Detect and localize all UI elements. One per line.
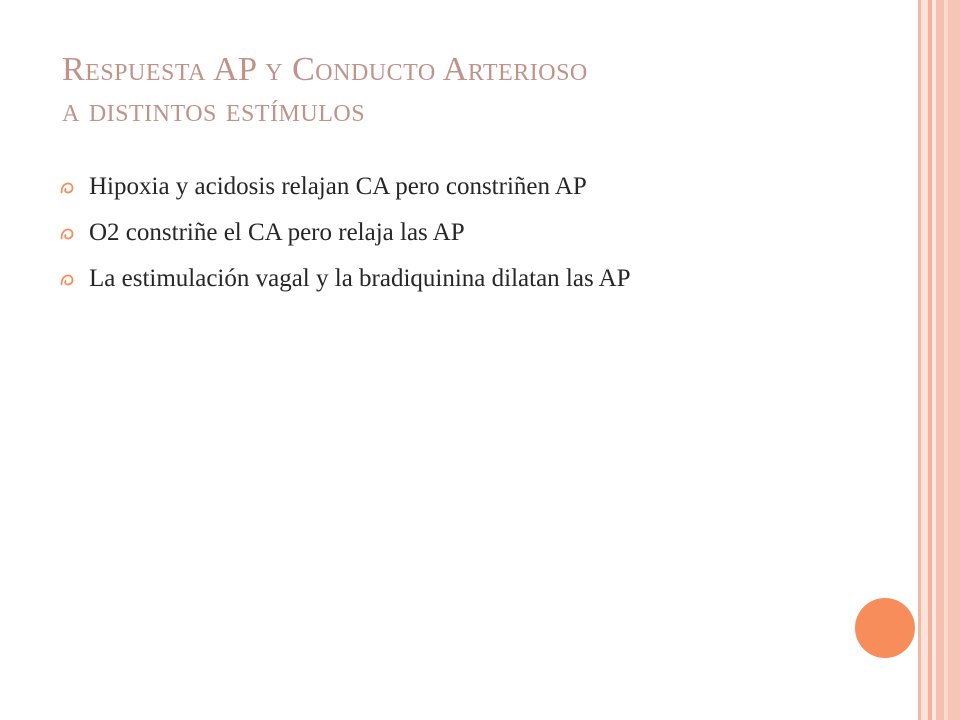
bullet-item (60, 172, 840, 202)
decorative-stripe (921, 0, 928, 720)
slide-title-line-1: Respuesta AP y Conducto Arterioso (62, 51, 588, 88)
slide-title-line-2: a distintos estímulos (62, 91, 366, 129)
decorative-stripe (936, 0, 944, 720)
bullet-text: O2 constriñe el CA pero relaja las AP (89, 219, 465, 246)
bullet-item (60, 264, 840, 294)
decorative-stripe (948, 0, 960, 720)
bullet-list (60, 172, 840, 310)
slide-title (62, 50, 882, 132)
loop-bullet-icon (60, 182, 74, 194)
loop-bullet-icon (60, 228, 74, 240)
loop-bullet-icon (60, 274, 74, 286)
orange-circle-decoration (855, 598, 915, 658)
bullet-text: Hipoxia y acidosis relajan CA pero constriñen AP (89, 173, 587, 200)
bullet-text: La estimulación vagal y la bradiquinina dilatan las AP (89, 265, 631, 292)
bullet-item (60, 218, 840, 248)
